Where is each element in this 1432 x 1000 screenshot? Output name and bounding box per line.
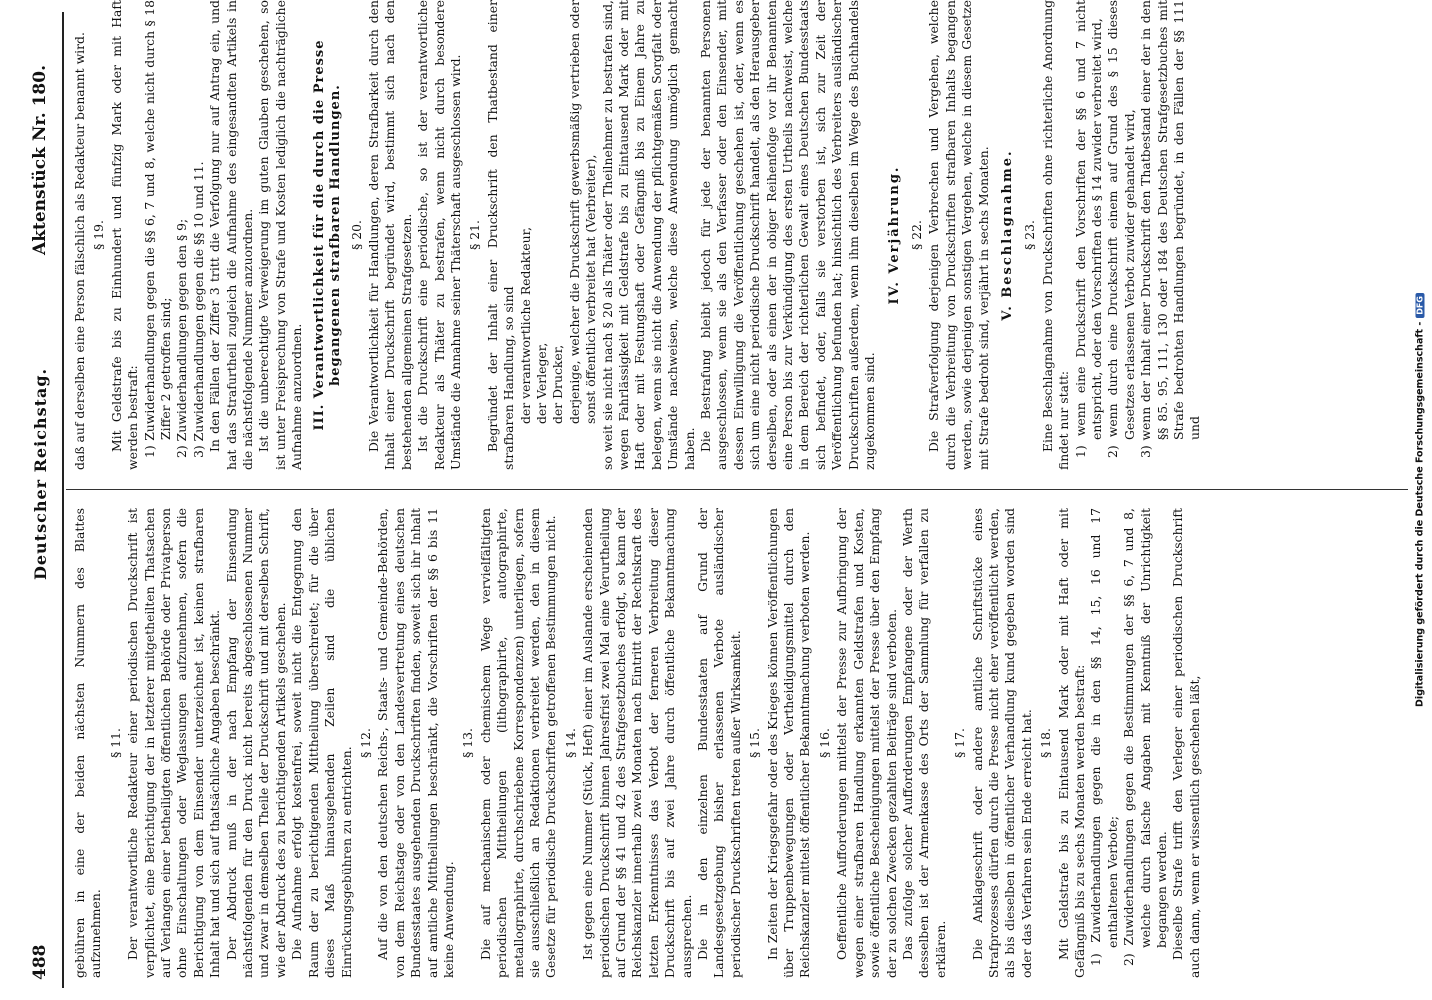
- page-number: 488: [30, 944, 50, 980]
- paragraph: Die Strafverfolgung derjenigen Verbrechen und Vergehen, welche durch die Verbreitung von Druckschriften strafbaren Inhalts begangen werden, sowie derjenigen sonstigen Vergehen, welche in diesem Gesetze mit Strafe bedroht sind, verjährt in sechs Monaten.: [926, 0, 991, 470]
- running-title: Deutscher Reichstag.: [30, 367, 50, 580]
- section-mark: § 16.: [816, 728, 832, 758]
- header-rule: [62, 12, 64, 988]
- paragraph: Das zufolge solcher Aufforderungen Empfangene oder der Werth desselben ist der Armenkasse des Orts der Sammlung für verfallen zu erklären.: [899, 508, 948, 978]
- digitization-credit-text: Digitalisierung gefördert durch die Deutsche Forschungsgemeinschaft -: [1414, 321, 1426, 707]
- paragraph: Mit Geldstrafe bis zu Einhundert und fünfzig Mark oder mit Haft werden bestraft:: [108, 0, 141, 470]
- section-mark: § 22.: [908, 220, 924, 250]
- chapter-heading-text: IV. Verjährung.: [886, 165, 902, 305]
- list-item: 2) Zuwiderhandlungen gegen den § 9;: [174, 218, 190, 458]
- left-column: [72, 508, 1203, 978]
- chapter-heading: [1000, 0, 1016, 470]
- paragraph: Der Abdruck muß in der nach Empfang der Einsendung nächstfolgenden für den Druck nicht bereits abgeschlossenen Nummer und zwar in demselben Theile der Druckschrift und mit derselben Schrift, wie der Abdruck des zu berichtigenden Artikels geschehen.: [223, 508, 288, 978]
- paragraph: Eine Beschlagnahme von Druckschriften ohne richterliche Anordnung findet nur statt:: [1039, 0, 1072, 470]
- paragraph: Die Anklageschrift oder andere amtliche Schriftstücke eines Strafprozesses dürfen durch die Presse nicht eher veröffentlicht werden, als bis dieselben in öffentlicher Verhandlung kund gegeben worden sind oder das Verfahren sein Ende erreicht hat.: [969, 508, 1034, 978]
- digitization-credit: [1415, 293, 1426, 707]
- paragraph: Ist die unberechtigte Verweigerung im guten Glauben geschehen, so ist unter Freisprechung von Strafe und Kosten lediglich die nachträgliche Aufnahme anzuordnen.: [256, 0, 305, 470]
- list-item: 2) wenn durch eine Druckschrift einem auf Grund des § 15 dieses Gesetzes erlassenen Verbot zuwider gehandelt wird,: [1105, 0, 1137, 458]
- section-mark: § 14.: [562, 728, 578, 758]
- page-header: [20, 0, 60, 1000]
- list-item: 3) wenn der Inhalt einer Druckschrift den Thatbestand einer der in den §§ 85. 95, 111, 130 oder 184 des Deutschen Strafgesetzbuches mit Strafe bedrohten Handlungen begründet, in den Fällen der §§ 111 und: [1138, 0, 1203, 458]
- paragraph: In Zeiten der Kriegsgefahr oder des Krieges können Veröffentlichungen über Truppenbewegungen oder Vertheidigungsmittel durch den Reichskanzler mittelst öffentlicher Bekanntmachung verboten werden.: [764, 508, 813, 978]
- paragraph: so weit sie nicht nach § 20 als Thäter oder Theilnehmer zu bestrafen sind, wegen Fahrlässigkeit mit Geldstrafe bis zu Eintausend Mark oder mit Haft oder mit Festungshaft oder Gefängniß bis zu Einem Jahre zu belegen, wenn sie nicht die Anwendung der pflichtgemäßen Sorgfalt oder Umstände nachweisen, welche diese Anwendung unmöglich gemacht haben.: [599, 0, 697, 470]
- paragraph: Die Bestrafung bleibt jedoch für jede der benannten Personen ausgeschlossen, wenn sie als den Verfasser oder den Einsender, mit dessen Einwilligung die Veröffentlichung geschehen ist, oder, wenn es sich um eine nicht periodische Druckschrift handelt, als den Herausgeber derselben, oder als einen der in obiger Reihenfolge vor ihr Benannten eine Person bis zur Verkündigung des ersten Urtheils nachweist, welche in dem Bereich der richterlichen Gewalt eines Deutschen Bundesstaats sich befindet, oder, falls sie verstorben ist, sich zur Zeit der Veröffentlichung befunden hat; hinsichtlich des Verbreiters ausländischer Druckschriften außerdem, wenn ihm dieselben im Wege des Buchhandels zugekommen sind.: [698, 0, 878, 470]
- list-item: 1) wenn eine Druckschrift den Vorschriften der §§ 6 und 7 nicht entspricht, oder den Vorschriften des § 14 zuwider verbreitet wird,: [1072, 0, 1104, 458]
- list-line: der Verleger,: [533, 342, 549, 424]
- list-item: 1) Zuwiderhandlungen gegen die §§ 6, 7 und 8, welche nicht durch § 18 Ziffer 2 getroffen sind;: [141, 0, 174, 458]
- list-item: 1) Zuwiderhandlungen gegen die in den §§ 14, 15, 16 und 17 enthaltenen Verbote;: [1088, 508, 1120, 966]
- right-column: [72, 0, 1204, 470]
- paragraph: Die Verantwortlichkeit für Handlungen, deren Strafbarkeit durch den Inhalt einer Druckschrift begründet wird, bestimmt sich nach den bestehenden allgemeinen Strafgesetzen.: [365, 0, 414, 470]
- section-mark: § 11.: [107, 728, 123, 758]
- chapter-heading: III. Verantwortlichkeit für die durch die Presse begangenen strafbaren Handlungen.: [311, 39, 344, 431]
- paragraph: Die auf mechanischem oder chemischem Wege vervielfältigten periodischen Mittheilungen (lithographirte, autographirte, metallographirte, durchschriebene Korrespondenzen) unterliegen, sofern sie ausschließlich an Redaktionen verbreitet werden, den in diesem Gesetze für periodische Druckschriften getroffenen Bestimmungen nicht.: [477, 508, 559, 978]
- dfg-logo: DFG: [1416, 293, 1425, 318]
- paragraph: Der verantwortliche Redakteur einer periodischen Druckschrift ist verpflichtet, eine Berichtigung der in letzterer mitgetheilten Thatsachen auf Verlangen einer betheiligten öffentlichen Behörde oder Privatperson ohne Einschaltungen oder Weglassungen aufzunehmen, sofern die Berichtigung von dem Einsender unterzeichnet ist, keinen strafbaren Inhalt hat und sich auf thatsächliche Angaben beschränkt.: [125, 508, 223, 978]
- section-mark: § 19.: [91, 220, 107, 250]
- section-mark: § 15.: [747, 728, 763, 758]
- paragraph: In den Fällen der Ziffer 3 tritt die Verfolgung nur auf Antrag ein, und hat das Strafurtheil zugleich die Aufnahme des eingesandten Artikels in die nächstfolgende Nummer anzuordnen.: [207, 0, 256, 470]
- chapter-heading: [887, 0, 903, 470]
- section-mark: § 13.: [460, 728, 476, 758]
- paragraph: Die Aufnahme erfolgt kostenfrei, soweit nicht die Entgegnung den Raum der zu berichtigenden Mittheilung überschreitet; für die über dieses Maß hinausgehenden Zeilen sind die üblichen Einrückungsgebühren zu entrichten.: [289, 508, 354, 978]
- column-divider: [66, 489, 1408, 490]
- section-mark: § 17.: [952, 728, 968, 758]
- paragraph: daß auf derselben eine Person fälschlich als Redakteur benannt wird.: [72, 32, 87, 470]
- chapter-heading-text: V. Beschlagnahme.: [999, 149, 1015, 321]
- paragraph: Ist die Druckschrift eine periodische, so ist der verantwortliche Redakteur als Thäter zu bestrafen, wenn nicht durch besondere Umstände die Annahme seiner Thäterschaft ausgeschlossen wird.: [415, 0, 463, 470]
- list-line: der verantwortliche Redakteur,: [517, 226, 533, 424]
- paragraph: gebühren in eine der beiden nächsten Nummern des Blattes aufzunehmen.: [72, 508, 104, 978]
- paragraph: Dieselbe Strafe trifft den Verleger einer periodischen Druckschrift auch dann, wenn er wissentlich geschehen läßt,: [1170, 508, 1202, 978]
- list-line: derjenige, welcher die Druckschrift gewerbsmäßig vertrieben oder sonst öffentlich verbreitet hat (Verbreiter),: [566, 0, 599, 424]
- paragraph: Begründet der Inhalt einer Druckschrift den Thatbestand einer strafbaren Handlung, so sind: [484, 0, 517, 470]
- section-mark: § 12.: [357, 728, 373, 758]
- paragraph: Mit Geldstrafe bis zu Eintausend Mark oder mit Haft oder mit Gefängniß bis zu sechs Monaten werden bestraft:: [1055, 508, 1087, 978]
- paragraph: Die in den einzelnen Bundesstaaten auf Grund der Landesgesetzgebung bisher erlassenen Verbote ausländischer periodischer Druckschriften treten außer Wirksamkeit.: [695, 508, 743, 978]
- paragraph: Ist gegen eine Nummer (Stück, Heft) einer im Auslande erscheinenden periodischen Druckschrift binnen Jahresfrist zwei Mal eine Verurtheilung auf Grund der §§ 41 und 42 des Strafgesetzbuches erfolgt, so kann der Reichskanzler innerhalb zwei Monaten nach Eintritt der Rechtskraft des letzten Erkenntnisses das Verbot der ferneren Verbreitung dieser Druckschrift bis auf zwei Jahre durch öffentliche Bekanntmachung aussprechen.: [580, 508, 694, 978]
- document-reference: Aktenstück Nr. 180.: [30, 64, 50, 255]
- paragraph: Auf die von den deutschen Reichs-, Staats- und Gemeinde-Behörden, von dem Reichstage oder von den Landesvertretung eines deutschen Bundesstaates ausgehenden Druckschriften finden, soweit sich ihr Inhalt auf amtliche Mittheilungen beschränkt, die Vorschriften der §§ 6 bis 11 keine Anwendung.: [375, 508, 456, 978]
- paragraph: Oeffentliche Aufforderungen mittelst der Presse zur Aufbringung der wegen einer strafbaren Handlung erkannten Geldstrafen und Kosten, sowie öffentliche Bescheinigungen mittelst der Presse über den Empfang der zu solchen Zwecken gezahlten Beiträge sind verboten.: [834, 508, 899, 978]
- section-mark: § 20.: [348, 220, 364, 250]
- section-mark: § 23.: [1022, 220, 1038, 250]
- list-line: der Drucker,: [550, 344, 566, 424]
- list-item: 3) Zuwiderhandlungen gegen die §§ 10 und 11.: [190, 161, 206, 458]
- list-item: 2) Zuwiderhandlungen gegen die Bestimmungen der §§ 6, 7 und 8, welche durch falsche Angaben mit Kenntniß der Unrichtigkeit begangen werden.: [1121, 508, 1169, 966]
- section-mark: § 21.: [467, 220, 483, 250]
- section-mark: § 18.: [1038, 728, 1054, 758]
